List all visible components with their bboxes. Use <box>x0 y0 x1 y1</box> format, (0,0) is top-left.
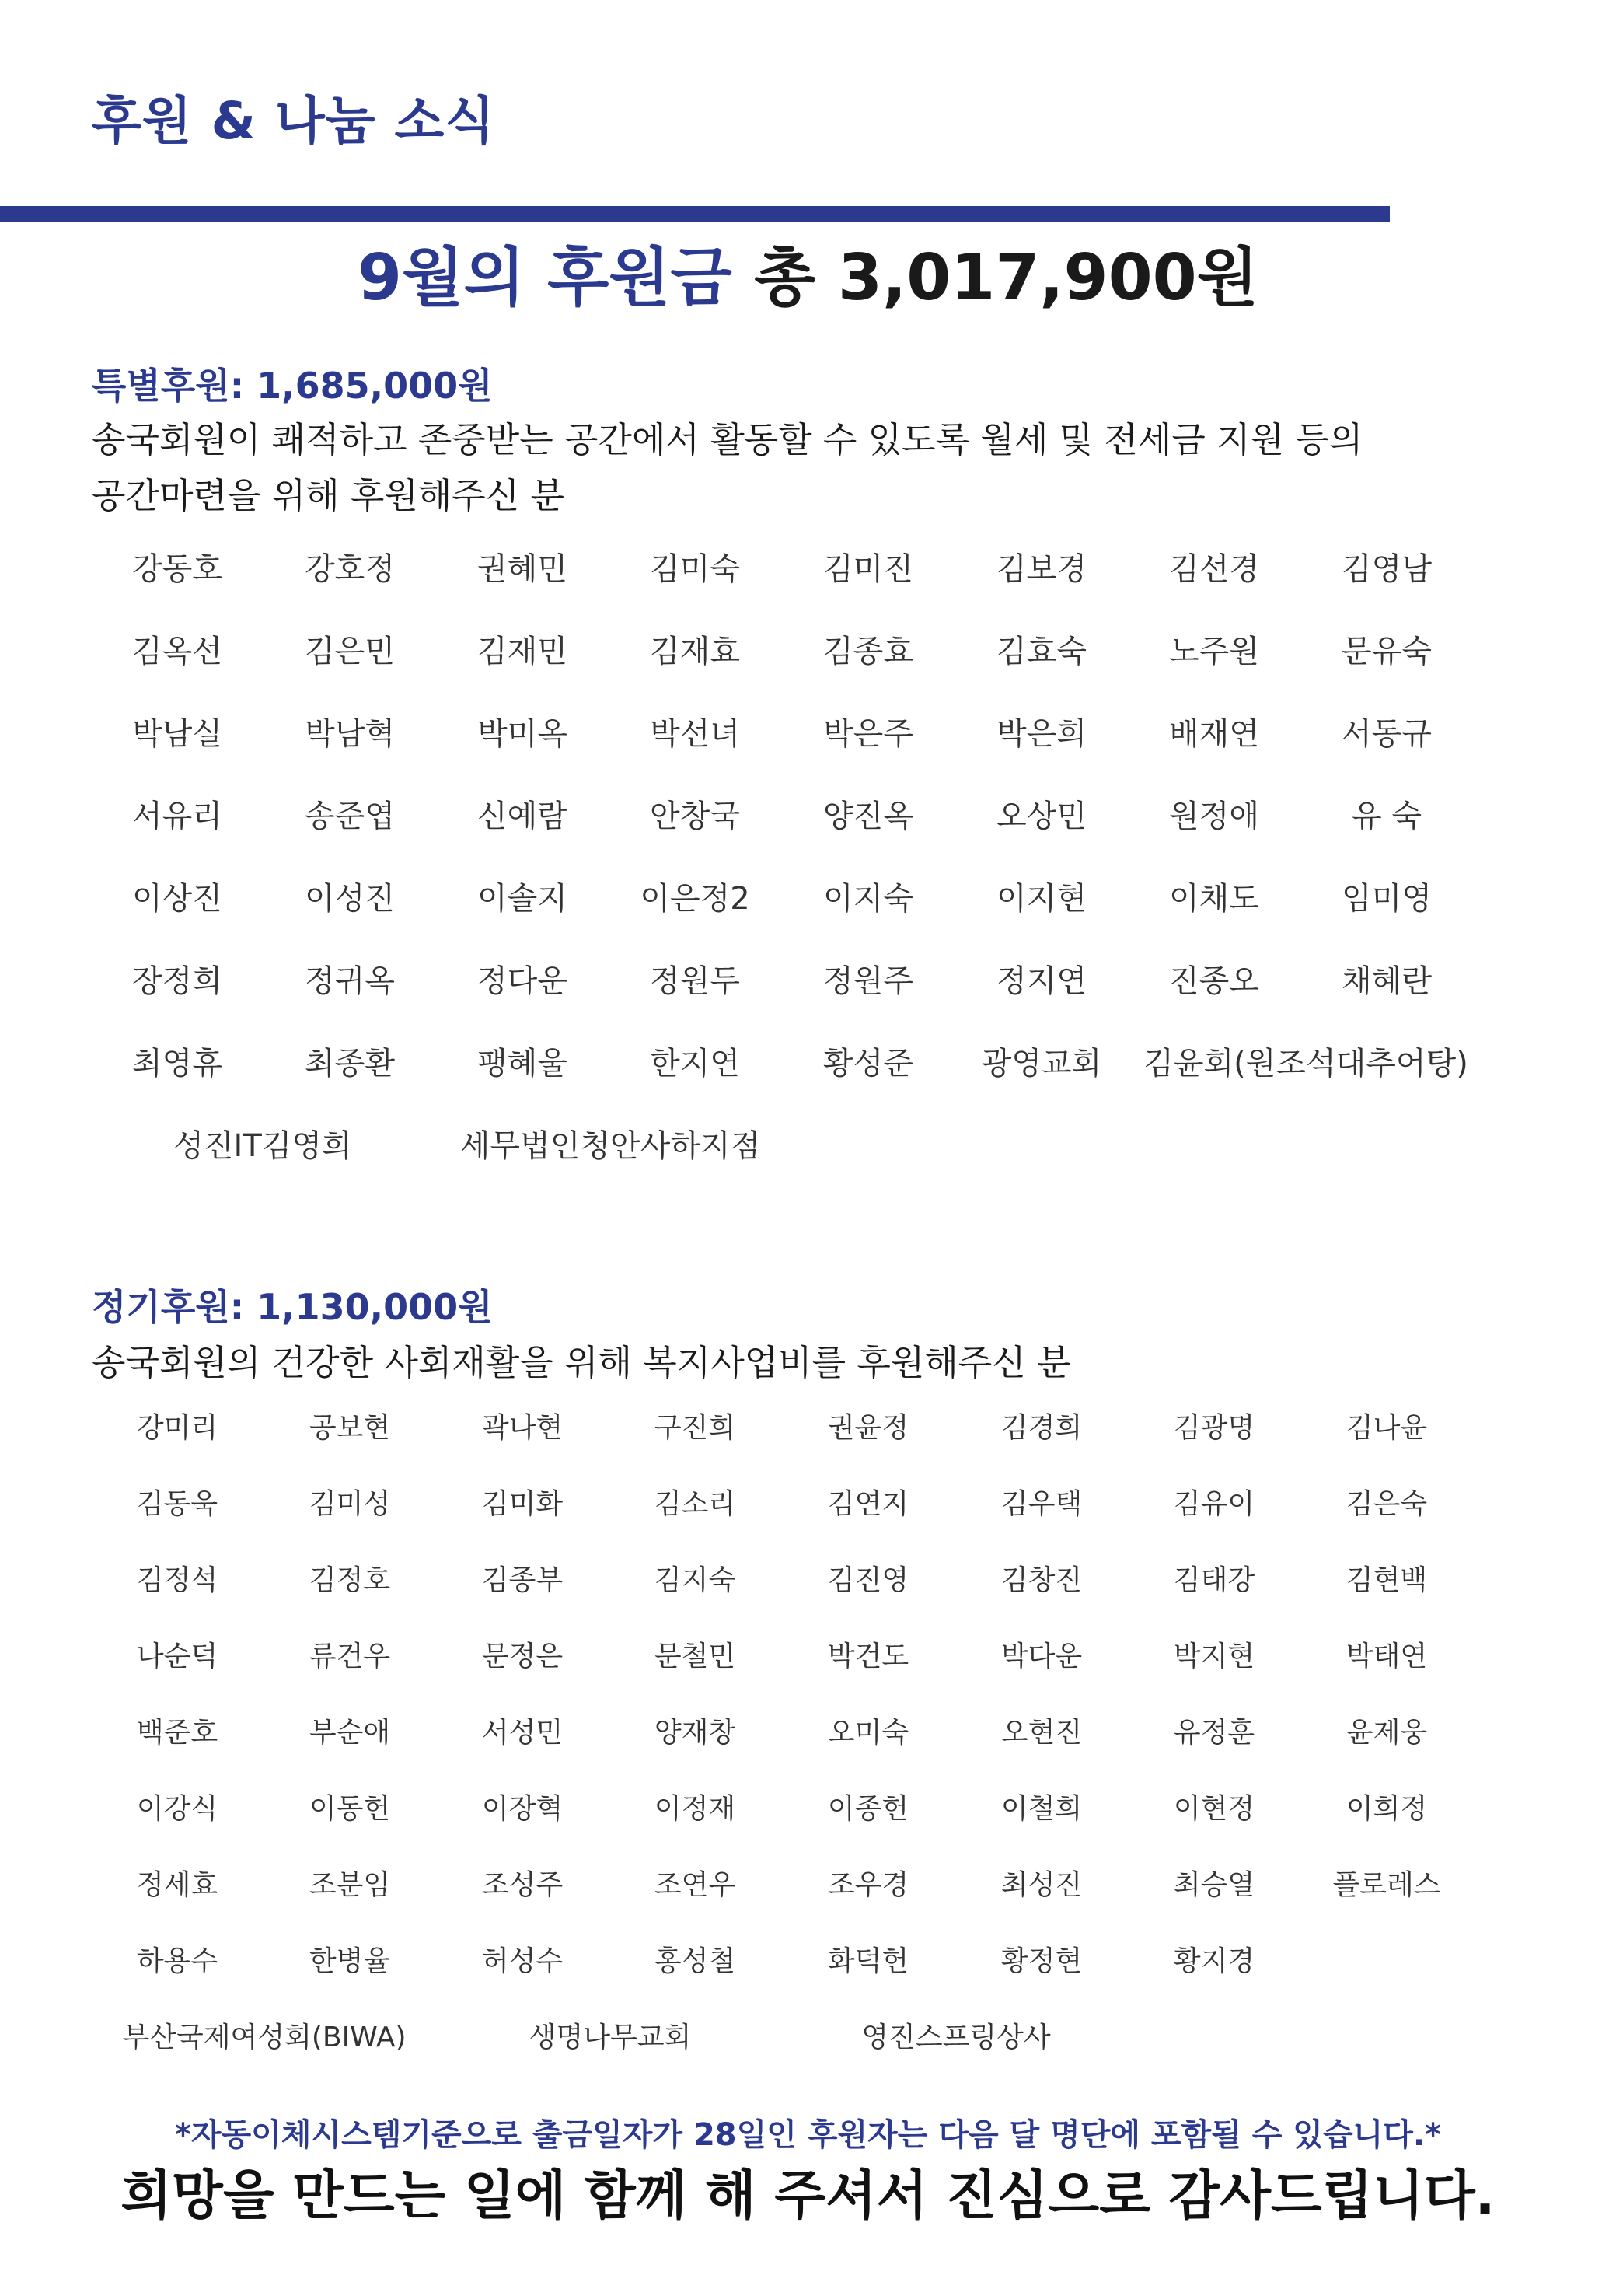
donor-name: 김정석 <box>136 1564 218 1596</box>
donor-organization: 생명나무교회 <box>529 2022 692 2053</box>
donor-name: 오미숙 <box>827 1717 909 1749</box>
donor-name: 김미진 <box>823 551 913 587</box>
donor-name: 이동헌 <box>309 1793 391 1825</box>
donor-name: 윤제웅 <box>1346 1717 1428 1749</box>
donor-name: 오상민 <box>996 799 1087 834</box>
donor-name: 김선경 <box>1169 551 1259 587</box>
donor-name: 강동호 <box>132 551 222 587</box>
donor-name: 박지현 <box>1173 1641 1255 1672</box>
donor-name: 이강식 <box>136 1793 218 1825</box>
donor-name: 박은주 <box>823 716 913 752</box>
donor-name: 이현정 <box>1173 1793 1255 1825</box>
donor-row <box>0 1863 1616 1939</box>
donor-name: 곽나현 <box>481 1412 564 1444</box>
title-total: 총 3,017,900원 <box>731 241 1258 315</box>
donor-name: 최성진 <box>1000 1869 1083 1901</box>
donor-name: 류건우 <box>309 1641 391 1672</box>
donor-row <box>0 544 1616 627</box>
donor-name: 박건도 <box>827 1641 909 1672</box>
donor-name: 김영남 <box>1342 551 1432 587</box>
donor-name: 정귀옥 <box>305 963 395 999</box>
donor-name: 김은민 <box>305 634 395 669</box>
donor-row <box>0 1039 1616 1121</box>
special-desc-line2: 공간마련을 위해 후원해주신 분 <box>92 475 565 516</box>
donor-name: 김연지 <box>827 1488 909 1520</box>
donor-name: 김소리 <box>654 1488 736 1520</box>
donor-name: 조우경 <box>827 1869 909 1901</box>
donor-name: 정세효 <box>136 1869 218 1901</box>
newsletter-logo: 후원 & 나눔 소식 <box>92 91 496 151</box>
special-desc-line1: 송국회원이 쾌적하고 존중받는 공간에서 활동할 수 있도록 월세 및 전세금 지원 등의 <box>92 419 1363 460</box>
donor-name: 박남혁 <box>305 716 395 752</box>
donor-name: 김보경 <box>996 551 1087 587</box>
donor-row <box>0 1406 1616 1482</box>
donor-name: 박선녀 <box>650 716 740 752</box>
donor-name: 이희정 <box>1346 1793 1428 1825</box>
special-donation-title: 특별후원: 1,685,000원 <box>92 365 493 407</box>
donor-row <box>0 1634 1616 1711</box>
donor-name: 유정훈 <box>1173 1717 1255 1749</box>
donor-name: 조연우 <box>654 1869 736 1901</box>
auto-transfer-notice: *자동이체시스템기준으로 출금일자가 28일인 후원자는 다음 달 명단에 포함될 수 있습니다.* <box>174 2117 1442 2153</box>
donor-name: 이정재 <box>654 1793 736 1825</box>
donor-name: 이은정2 <box>640 881 750 917</box>
donor-row <box>0 709 1616 792</box>
donor-name: 문유숙 <box>1342 634 1432 669</box>
donor-name: 김나윤 <box>1346 1412 1428 1444</box>
donor-name: 정지연 <box>996 963 1087 999</box>
donor-name: 김재민 <box>477 634 567 669</box>
donor-name: 김광명 <box>1173 1412 1255 1444</box>
donor-row <box>0 1711 1616 1787</box>
donor-name: 김미화 <box>481 1488 564 1520</box>
donor-name: 황지경 <box>1173 1945 1255 1977</box>
header-divider <box>0 206 1390 222</box>
special-donation-desc <box>92 412 1506 524</box>
donor-name: 김지숙 <box>654 1564 736 1596</box>
donor-name: 구진희 <box>654 1412 736 1444</box>
donor-name: 오현진 <box>1000 1717 1083 1749</box>
donor-organization: 영진스프링상사 <box>861 2022 1051 2053</box>
donor-name: 부순애 <box>309 1717 391 1749</box>
donor-name: 채혜란 <box>1342 963 1432 999</box>
donor-name: 한병율 <box>309 1945 391 1977</box>
donor-name: 권혜민 <box>477 551 567 587</box>
donor-name: 정원두 <box>650 963 740 999</box>
donor-name: 광영교회 <box>981 1046 1102 1082</box>
regular-donation-title: 정기후원: 1,130,000원 <box>92 1286 493 1328</box>
title-accent: 9월의 후원금 <box>358 241 732 315</box>
donor-name: 김현백 <box>1346 1564 1428 1596</box>
donor-name: 김은숙 <box>1346 1488 1428 1520</box>
donor-row <box>0 792 1616 874</box>
donor-name: 서성민 <box>481 1717 564 1749</box>
donor-row <box>0 1787 1616 1863</box>
donor-name: 이지숙 <box>823 881 913 917</box>
donor-name: 팽혜울 <box>477 1046 567 1082</box>
donor-organization: 부산국제여성회(BIWA) <box>122 2022 407 2053</box>
donor-name: 나순덕 <box>136 1641 218 1672</box>
donor-row <box>0 1482 1616 1558</box>
donor-name: 김옥선 <box>132 634 222 669</box>
donor-row-organizations <box>0 2015 1616 2092</box>
donor-name: 박태연 <box>1346 1641 1428 1672</box>
donor-name: 안창국 <box>650 799 740 834</box>
regular-donor-list <box>0 1406 1616 2092</box>
donor-name: 문철민 <box>654 1641 736 1672</box>
donor-name: 박미옥 <box>477 716 567 752</box>
donor-name: 화덕헌 <box>827 1945 909 1977</box>
page-title <box>0 236 1616 321</box>
donor-name: 노주원 <box>1169 634 1259 669</box>
donor-name: 황정현 <box>1000 1945 1083 1977</box>
donor-name: 김미성 <box>309 1488 391 1520</box>
donor-name: 플로레스 <box>1332 1869 1441 1901</box>
donor-name: 이장혁 <box>481 1793 564 1825</box>
donor-name: 황성준 <box>823 1046 913 1082</box>
donor-row-organizations <box>0 1121 1616 1204</box>
donor-name: 박다운 <box>1000 1641 1083 1672</box>
donor-name: 박남실 <box>132 716 222 752</box>
donor-name: 서동규 <box>1342 716 1432 752</box>
donor-name: 이종헌 <box>827 1793 909 1825</box>
donor-name: 김진영 <box>827 1564 909 1596</box>
donor-name: 이채도 <box>1169 881 1259 917</box>
donor-name: 홍성철 <box>654 1945 736 1977</box>
donor-name: 김태강 <box>1173 1564 1255 1596</box>
donor-name: 김유이 <box>1173 1488 1255 1520</box>
donor-row <box>0 1939 1616 2015</box>
donor-name: 최승열 <box>1173 1869 1255 1901</box>
donor-name: 김윤회(원조석대추어탕) <box>1143 1046 1468 1082</box>
donor-name: 김효숙 <box>996 634 1087 669</box>
donor-name: 백준호 <box>136 1717 218 1749</box>
donor-name: 허성수 <box>481 1945 564 1977</box>
donor-name: 강호정 <box>305 551 395 587</box>
donor-name: 정원주 <box>823 963 913 999</box>
donor-name: 김종효 <box>823 634 913 669</box>
donor-name: 이성진 <box>305 881 395 917</box>
donor-row <box>0 956 1616 1039</box>
donor-name: 조분임 <box>309 1869 391 1901</box>
donor-name: 조성주 <box>481 1869 564 1901</box>
donor-name: 김동욱 <box>136 1488 218 1520</box>
donor-name: 김우택 <box>1000 1488 1083 1520</box>
donor-name: 유 숙 <box>1352 799 1422 834</box>
donor-name: 김재효 <box>650 634 740 669</box>
donor-name: 이솔지 <box>477 881 567 917</box>
donor-name: 김미숙 <box>650 551 740 587</box>
donor-name: 공보현 <box>309 1412 391 1444</box>
donor-organization: 성진IT김영희 <box>173 1128 352 1164</box>
donor-name: 임미영 <box>1342 881 1432 917</box>
donor-name: 정다운 <box>477 963 567 999</box>
donor-name: 장정희 <box>132 963 222 999</box>
regular-donation-desc: 송국회원의 건강한 사회재활을 위해 복지사업비를 후원해주신 분 <box>92 1342 1071 1383</box>
donor-name: 양진옥 <box>823 799 913 834</box>
donor-row <box>0 1558 1616 1634</box>
donor-name: 배재연 <box>1169 716 1259 752</box>
donor-name: 문정은 <box>481 1641 564 1672</box>
donor-name: 권윤정 <box>827 1412 909 1444</box>
donor-row <box>0 874 1616 956</box>
donor-name: 김종부 <box>481 1564 564 1596</box>
donor-name: 양재창 <box>654 1717 736 1749</box>
donor-name: 이철희 <box>1000 1793 1083 1825</box>
donor-name: 원정애 <box>1169 799 1259 834</box>
donor-name: 진종오 <box>1169 963 1259 999</box>
donor-name: 강미리 <box>136 1412 218 1444</box>
donor-name: 송준엽 <box>305 799 395 834</box>
donor-name: 신예람 <box>477 799 567 834</box>
donor-name: 한지연 <box>650 1046 740 1082</box>
special-donor-list <box>0 544 1616 1204</box>
donor-name: 하용수 <box>136 1945 218 1977</box>
donor-name: 박은희 <box>996 716 1087 752</box>
donor-name: 김정호 <box>309 1564 391 1596</box>
donor-name: 최영휴 <box>132 1046 222 1082</box>
donor-name: 이지현 <box>996 881 1087 917</box>
donor-organization: 세무법인청안사하지점 <box>459 1128 761 1164</box>
donor-name: 이상진 <box>132 881 222 917</box>
thank-you-message: 희망을 만드는 일에 함께 해 주셔서 진심으로 감사드립니다. <box>120 2165 1496 2227</box>
donor-name: 김경희 <box>1000 1412 1083 1444</box>
donor-name: 최종환 <box>305 1046 395 1082</box>
donor-name: 서유리 <box>132 799 222 834</box>
donor-name: 김창진 <box>1000 1564 1083 1596</box>
donor-row <box>0 627 1616 709</box>
